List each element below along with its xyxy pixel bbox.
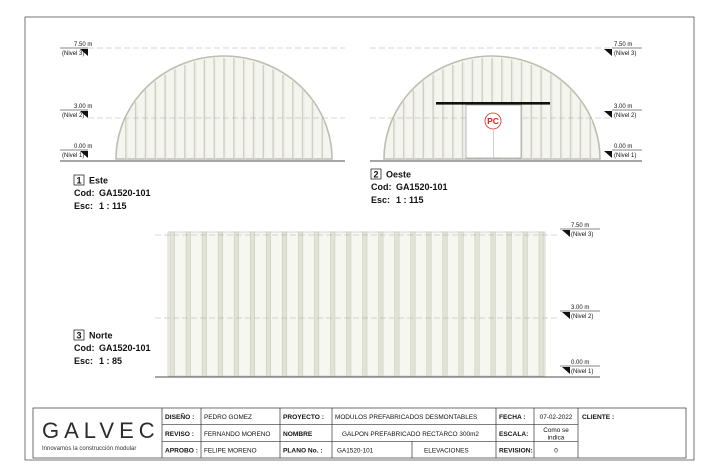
company-logo (42, 418, 160, 452)
level-name: (Nivel 1) (614, 153, 637, 159)
view-number: 2 (373, 169, 379, 180)
nombre-value: GALPON PREFABRICADO RECTARCO 300m2 (342, 431, 479, 438)
level-value: 7.50 m (74, 42, 93, 48)
view-label-oeste (371, 169, 448, 205)
level-value: 0.00 m (571, 360, 590, 366)
svg-text:REVISO :: REVISO : (165, 431, 194, 438)
esc-label: Esc: (74, 201, 94, 211)
view-number: 1 (76, 175, 82, 186)
wall-rib (475, 232, 480, 376)
view-name: Oeste (386, 169, 412, 180)
level-name: (Nivel 3) (62, 51, 85, 57)
diseno-value: PEDRO GOMEZ (204, 414, 252, 421)
svg-text:APROBO :: APROBO : (165, 447, 198, 455)
svg-text:PROYECTO :: PROYECTO : (283, 414, 324, 421)
view-label-norte (74, 330, 151, 366)
svg-text:FECHA :: FECHA : (499, 414, 526, 421)
level-marker-nivel-1 (604, 144, 642, 159)
wall-rib (523, 232, 528, 376)
cod-value: GA1520-101 (99, 188, 151, 198)
level-triangle-icon (562, 230, 570, 237)
wall-rib (186, 232, 191, 376)
plano-value: GA1520-101 (337, 447, 374, 455)
svg-text:REVISION:: REVISION: (499, 447, 533, 455)
view-number: 3 (76, 330, 82, 341)
level-marker-nivel-2 (60, 104, 92, 119)
wall-rib (170, 232, 175, 376)
level-value: 3.00 m (614, 104, 633, 110)
svg-text:NOMBRE: NOMBRE (283, 431, 313, 438)
title-block-fields (165, 412, 614, 455)
level-marker-nivel-2 (560, 305, 600, 320)
view-name: Norte (89, 330, 113, 341)
level-marker-nivel-3 (560, 223, 600, 238)
cod-value: GA1520-101 (99, 343, 151, 353)
level-triangle-icon (562, 312, 570, 319)
elevation-norte (74, 223, 600, 377)
level-triangle-icon (604, 111, 612, 118)
level-value: 0.00 m (614, 144, 633, 150)
fecha-value: 07-02-2022 (539, 414, 573, 421)
level-name: (Nivel 3) (571, 232, 594, 238)
esc-label: Esc: (371, 195, 391, 205)
wall-rib (363, 232, 368, 376)
view-name: Este (89, 175, 109, 186)
level-name: (Nivel 2) (62, 113, 85, 119)
wall-rib (443, 232, 448, 376)
logo-wordmark: GALVEC (42, 418, 160, 443)
wall-rib (250, 232, 255, 376)
wall-rib (234, 232, 239, 376)
level-marker-nivel-1 (60, 144, 92, 159)
wall-rib (427, 232, 432, 376)
aprobo-value: FELIPE MORENO (204, 447, 257, 455)
elevation-este (60, 42, 345, 211)
svg-text:ESCALA:: ESCALA: (499, 431, 529, 438)
level-triangle-icon (562, 367, 570, 374)
cliente-label: CLIENTE : (582, 414, 615, 421)
plano-title: ELEVACIONES (424, 447, 469, 455)
wall-rib (202, 232, 207, 376)
door-marker-label: PC (487, 116, 499, 126)
cod-value: GA1520-101 (396, 182, 448, 192)
wall-rib (491, 232, 496, 376)
wall-rib (411, 232, 416, 376)
level-name: (Nivel 1) (571, 369, 594, 375)
cod-label: Cod: (371, 182, 392, 192)
wall-rib (379, 232, 384, 376)
arch-shell-este (116, 56, 332, 159)
reviso-value: FERNANDO MORENO (204, 431, 271, 438)
escala-value-2: indica (547, 434, 565, 442)
cod-label: Cod: (74, 188, 95, 198)
cod-label: Cod: (74, 343, 95, 353)
escala-value: Como se (543, 427, 569, 434)
esc-label: Esc: (74, 356, 94, 366)
wall-rib (330, 232, 335, 376)
proyecto-value: MODULOS PREFABRICADOS DESMONTABLES (335, 414, 478, 421)
wall-rib (539, 232, 544, 376)
wall-panel (168, 232, 545, 376)
wall-rib (459, 232, 464, 376)
wall-rib (266, 232, 271, 376)
view-label-este (74, 175, 151, 211)
revision-value: 0 (554, 447, 558, 455)
level-name: (Nivel 1) (62, 153, 85, 159)
level-marker-nivel-3 (604, 42, 642, 57)
side-wall-norte (168, 232, 545, 376)
level-marker-nivel-1 (560, 360, 600, 375)
elevation-oeste (370, 42, 642, 205)
wall-rib (218, 232, 223, 376)
wall-rib (282, 232, 287, 376)
wall-rib (346, 232, 351, 376)
level-name: (Nivel 2) (614, 113, 637, 119)
esc-value: 1 : 115 (396, 195, 424, 205)
level-value: 7.50 m (571, 223, 590, 229)
level-value: 7.50 m (614, 42, 633, 48)
level-value: 3.00 m (571, 305, 590, 311)
level-name: (Nivel 3) (614, 51, 637, 57)
svg-text:PLANO No. :: PLANO No. : (283, 447, 323, 455)
door-header-beam (436, 102, 550, 105)
wall-rib (395, 232, 400, 376)
level-triangle-icon (604, 151, 612, 158)
svg-text:DISEÑO :: DISEÑO : (165, 414, 195, 421)
level-value: 0.00 m (74, 144, 93, 150)
level-triangle-icon (604, 49, 612, 56)
level-marker-nivel-2 (604, 104, 642, 119)
esc-value: 1 : 115 (99, 201, 127, 211)
level-value: 3.00 m (74, 104, 93, 110)
wall-rib (298, 232, 303, 376)
level-name: (Nivel 2) (571, 314, 594, 320)
wall-rib (314, 232, 319, 376)
wall-rib (507, 232, 512, 376)
esc-value: 1 : 85 (99, 356, 123, 366)
level-marker-nivel-3 (60, 42, 92, 57)
logo-tagline: Innovamos la construcción modular (42, 446, 137, 452)
